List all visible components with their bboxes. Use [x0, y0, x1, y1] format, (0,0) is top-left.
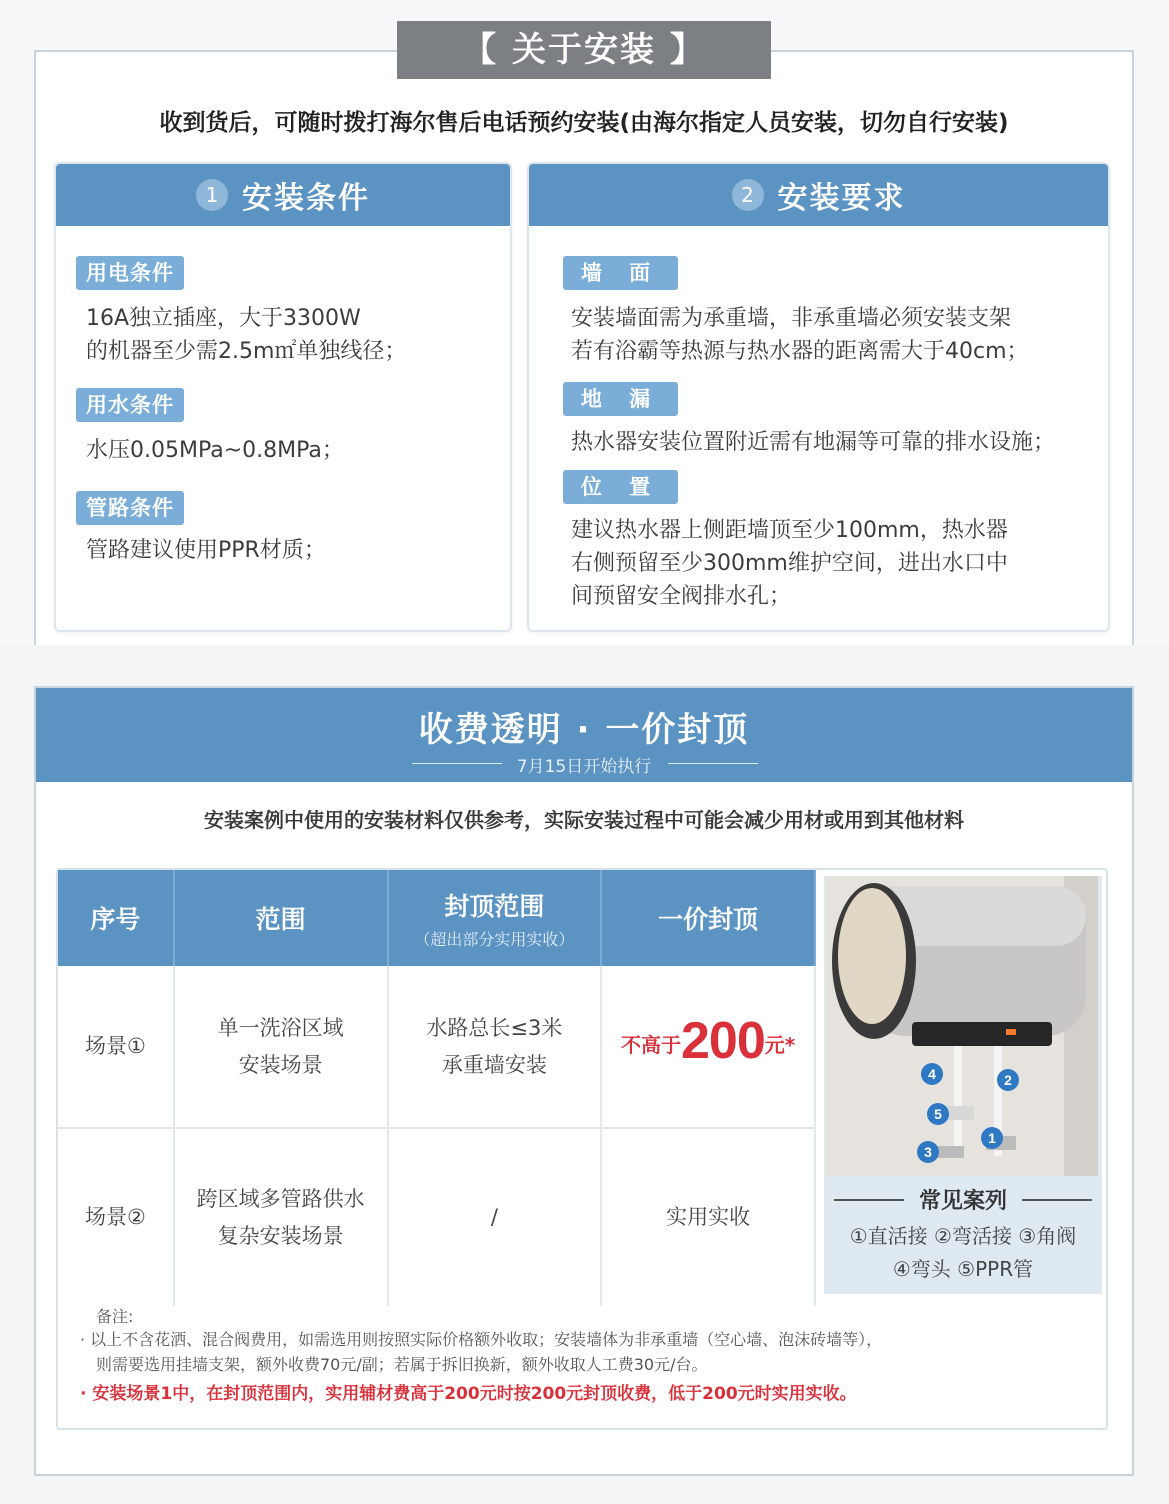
remarks-label: 备注: [96, 1307, 134, 1326]
cell-no: 场景① [58, 966, 174, 1128]
divider [668, 763, 758, 764]
case-line-2: ④弯头 ⑤PPR管 [892, 1257, 1034, 1281]
cell-scope [174, 966, 388, 1128]
marker-4: 4 [928, 1066, 936, 1082]
cell-price [601, 966, 815, 1128]
table-row [58, 966, 815, 1128]
case-line-1: ①直活接 ②弯活接 ③角阀 [849, 1224, 1077, 1248]
cell-cap-scope: / [388, 1128, 602, 1306]
divider [1022, 1199, 1092, 1201]
tag-wall: 墙 面 [563, 256, 678, 290]
card-header [56, 164, 510, 226]
water-heater-photo [826, 876, 1098, 1176]
table-row [58, 1128, 815, 1306]
position-line-2: 右侧预留至少300mm维护空间，进出水口中 [571, 551, 1008, 576]
case-items [824, 1220, 1102, 1286]
tag-drain: 地 漏 [563, 382, 678, 416]
price-prefix: 不高于 [620, 1033, 681, 1057]
remarks [80, 1304, 1100, 1409]
wall-line-1: 安装墙面需为承重墙，非承重墙必须安装支架 [571, 306, 1012, 331]
number-badge: 1 [196, 179, 228, 211]
install-conditions-card [54, 162, 512, 632]
position-line-3: 间预留安全阀排水孔； [571, 584, 792, 609]
cell-price: 实用实收 [601, 1128, 815, 1306]
tag-position: 位 置 [563, 470, 678, 504]
cell-no: 场景② [58, 1128, 174, 1306]
scope-line-2: 复杂安装场景 [217, 1223, 344, 1248]
water-line-1: 水压0.05MPa~0.8MPa； [86, 438, 344, 463]
scope-line-1: 单一洗浴区域 [217, 1015, 344, 1040]
pricing-subtitle: 7月15日开始执行 [516, 757, 652, 777]
wall-line-2: 若有浴霸等热源与热水器的距离需大于40cm； [571, 339, 1029, 364]
marker-5: 5 [934, 1106, 942, 1122]
cell-scope [174, 1128, 388, 1306]
header-scope: 范围 [174, 870, 388, 966]
power-line-2: 的机器至少需2.5m㎡单独线径； [86, 339, 407, 364]
materials-note: 安装案例中使用的安装材料仅供参考，实际安装过程中可能会减少用材或用到其他材料 [204, 808, 964, 832]
pricing-title: 收费透明 · 一价封顶 [418, 710, 750, 750]
remarks-line-1: · 以上不含花洒、混合阀费用，如需选用则按照实际价格额外收取；安装墙体为非承重墙（空心墙、泡沫砖墙等）， [80, 1330, 883, 1349]
intro-text: 收到货后，可随时拨打海尔售后电话预约安装(由海尔指定人员安装，切勿自行安装) [159, 110, 1009, 136]
price-unit: 元* [764, 1033, 796, 1057]
header-cap-scope-sub: （超出部分实用实收） [414, 929, 575, 949]
about-installation-section [0, 0, 1169, 645]
marker-1: 1 [988, 1130, 996, 1146]
marker-2: 2 [1004, 1072, 1012, 1088]
cap-line-2: 承重墙安装 [441, 1052, 547, 1077]
card-title: 安装条件 [242, 181, 370, 216]
cap-line-1: 水路总长≤3米 [426, 1015, 563, 1040]
number-badge: 2 [732, 179, 764, 211]
water-heater-illustration [826, 876, 1098, 1176]
install-requirements-card [527, 162, 1110, 632]
header-cap-scope [388, 870, 602, 966]
section-title: 【 关于安装 】 [397, 21, 771, 79]
pricing-table-container [56, 868, 1108, 1430]
pricing-banner [36, 688, 1132, 782]
card-title: 安装要求 [777, 181, 906, 216]
tag-pipe: 管路条件 [76, 491, 184, 525]
scope-line-2: 安装场景 [238, 1052, 323, 1077]
remarks-line-2: 则需要选用挂墙支架，额外收费70元/副；若属于拆旧换新，额外收取人工费30元/台。 [96, 1355, 708, 1374]
tag-water: 用水条件 [76, 388, 184, 422]
position-line-1: 建议热水器上侧距墙顶至少100mm，热水器 [571, 518, 1008, 543]
pricing-table [58, 870, 816, 1306]
marker-3: 3 [924, 1144, 932, 1160]
pipe-line-1: 管路建议使用PPR材质； [86, 538, 326, 563]
header-cap-scope-label: 封顶范围 [444, 891, 545, 921]
drain-line-1: 热水器安装位置附近需有地漏等可靠的排水设施； [571, 430, 1056, 455]
card-header [529, 164, 1108, 226]
scope-line-1: 跨区域多管路供水 [196, 1186, 365, 1211]
header-no: 序号 [58, 870, 174, 966]
header-price: 一价封顶 [601, 870, 815, 966]
price-number: 200 [680, 1012, 765, 1070]
remarks-highlight: · 安装场景1中，在封顶范围内，实用辅材费高于200元时按200元封顶收费，低于200元时实用实收。 [80, 1384, 857, 1404]
case-title: 常见案列 [918, 1189, 1007, 1214]
common-case-panel [824, 876, 1102, 1294]
pricing-section [34, 686, 1134, 1476]
cell-cap-scope [388, 966, 602, 1128]
power-line-1: 16A独立插座，大于3300W [86, 306, 361, 331]
tag-power: 用电条件 [76, 256, 184, 290]
